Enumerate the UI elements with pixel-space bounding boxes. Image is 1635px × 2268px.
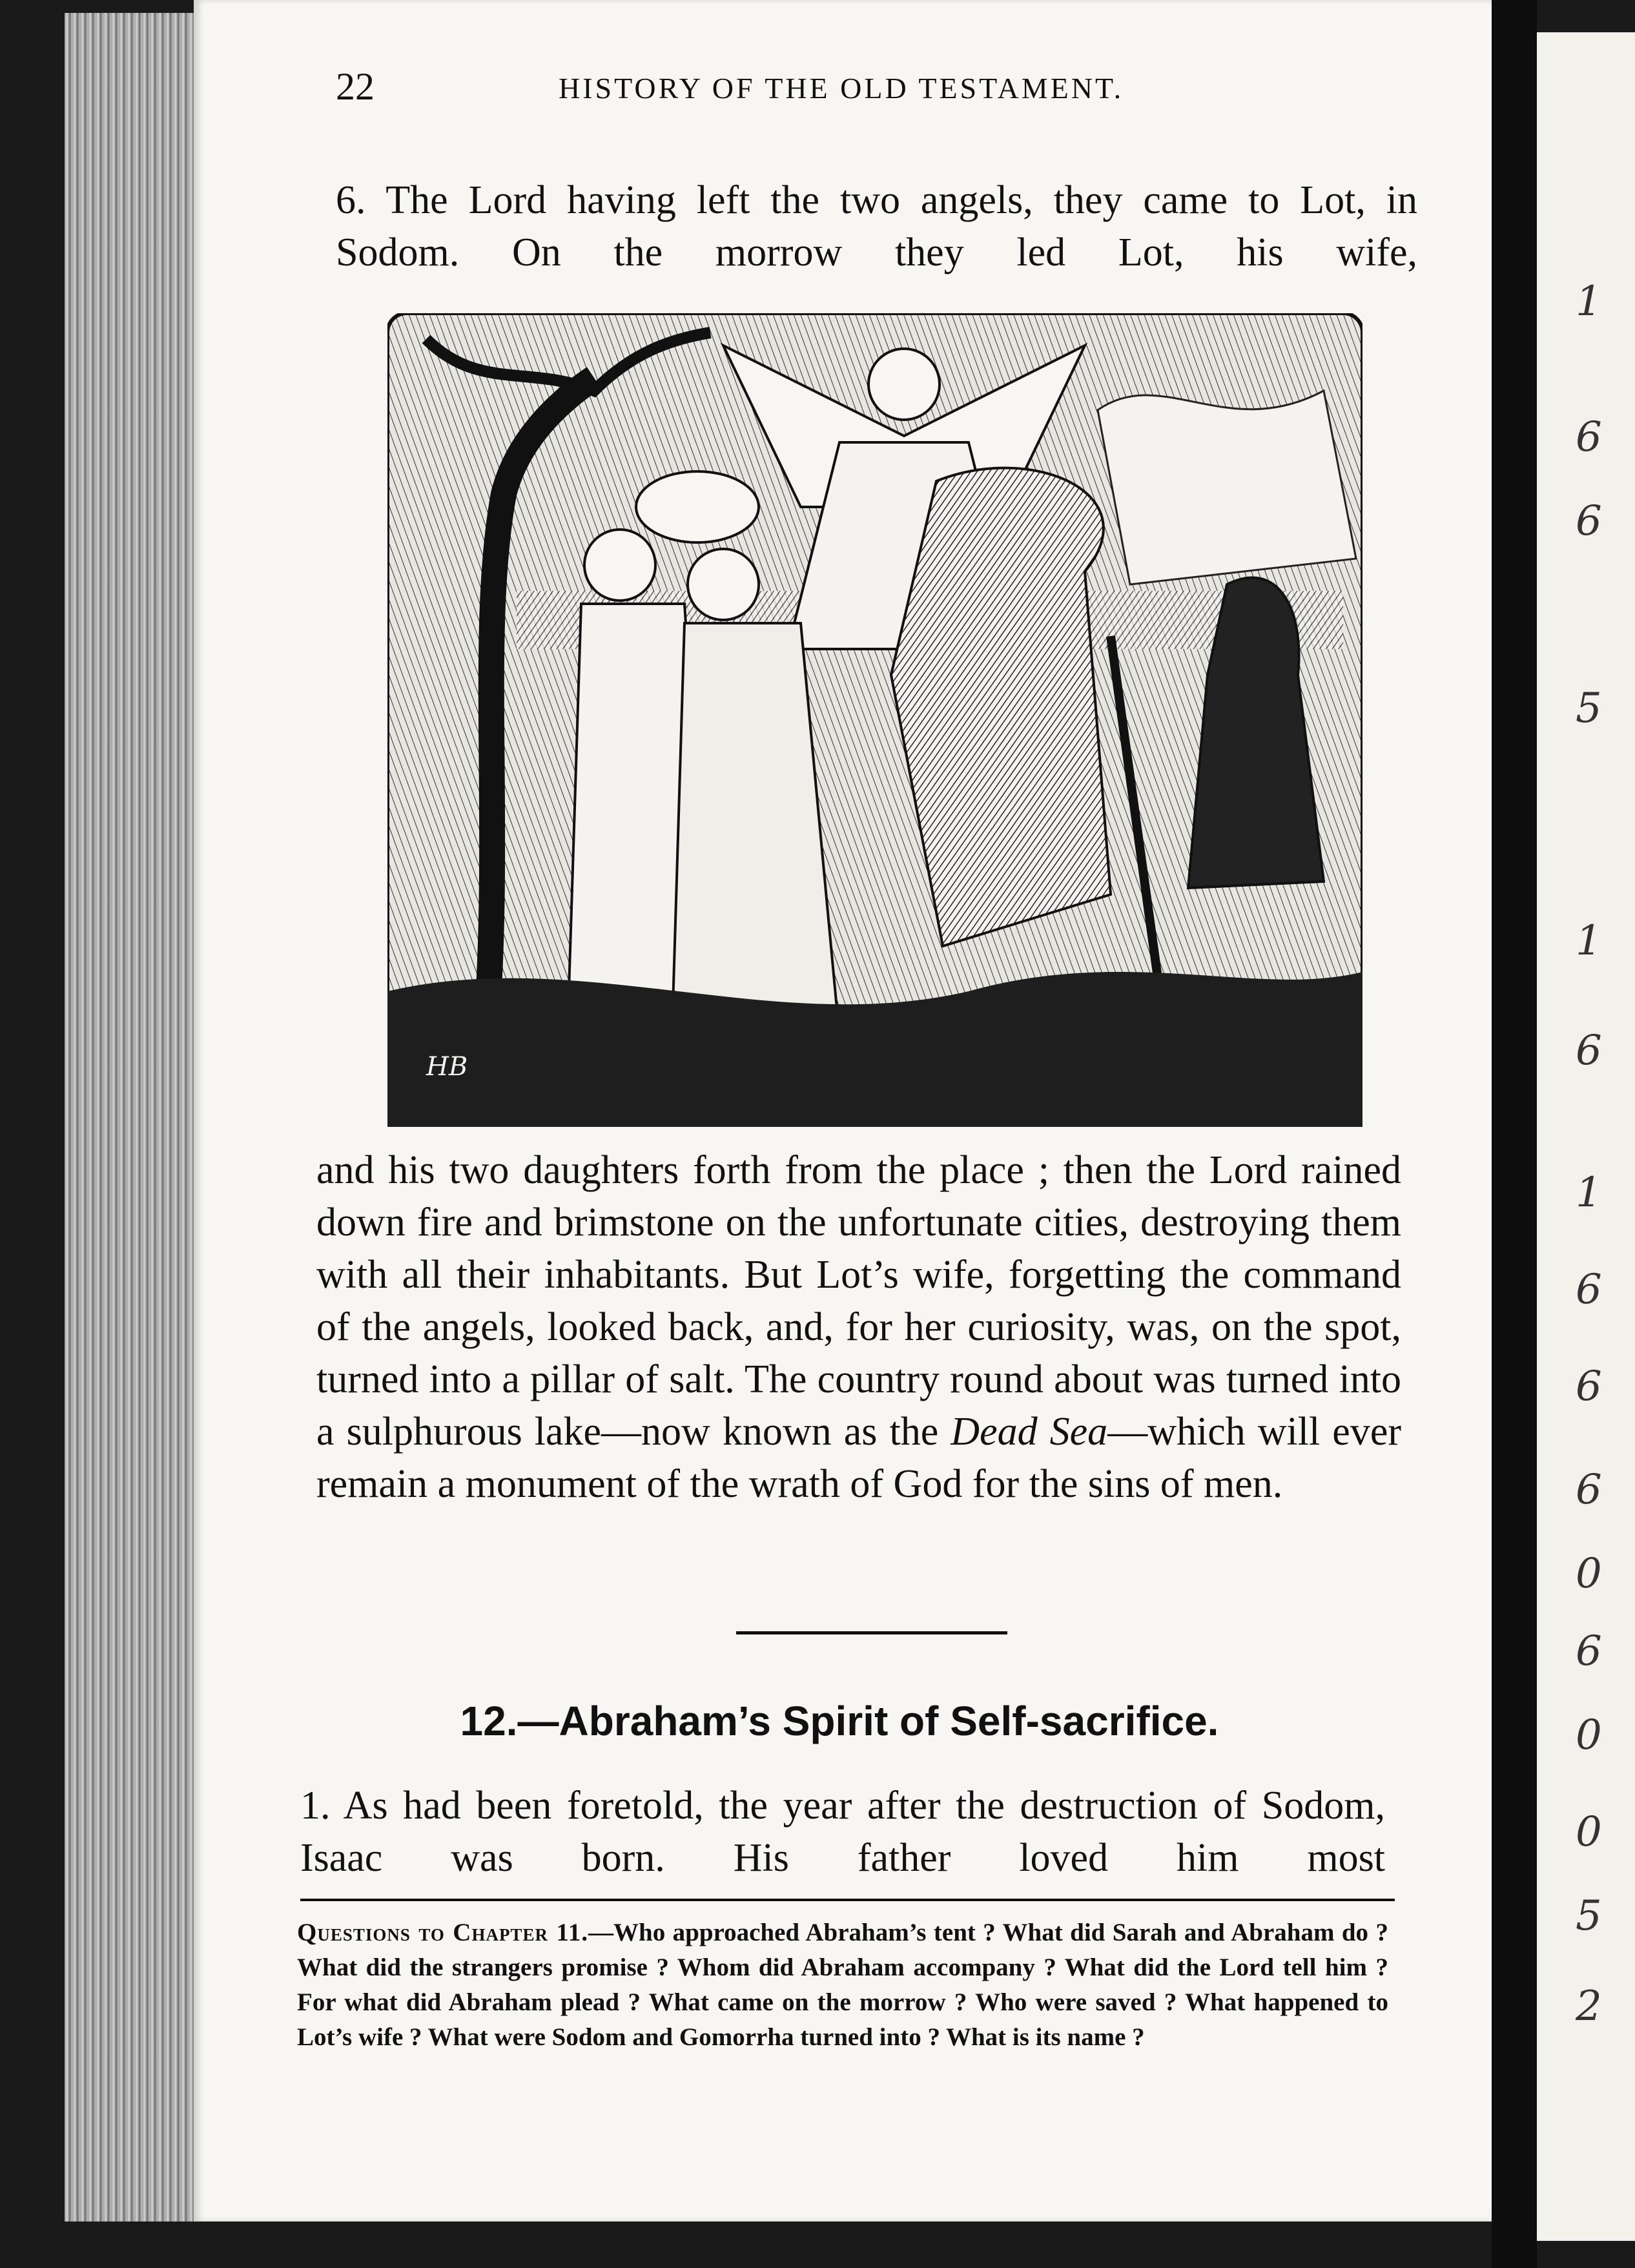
engraver-signature: HB	[426, 1052, 468, 1082]
questions-body: —Who approached Abraham’s tent ? What did Sarah and Abraham do ? What did the strangers promise ? Whom did Abraham accompany ? What did the Lord tell him ? For what did Abraham plead ? What came on the morrow ? Who were saved ? What happened to Lot’s wife ? What were Sodom and Gomorrha turned into ? What is its name ?	[297, 1919, 1388, 2051]
margin-note: 0	[1576, 1550, 1602, 1598]
margin-note: 1	[1576, 917, 1602, 965]
margin-note: 5	[1576, 685, 1602, 732]
margin-note: 6	[1576, 1363, 1602, 1410]
paragraph-text: and his two daughters forth from the place ; then the Lord rained down fire and brimstone on the unfortunate cities, destroying them with all their inhabitants. But Lot’s wife, forgetting the command of the angels, looked back, and, for her curiosity, was, on the spot, turned into a pillar of salt. The country round about was turned into a sulphurous lake—now known as the	[316, 1148, 1401, 1454]
paragraph-6-start: 6. The Lord having left the two angels, they came to Lot, in Sodom. On the morrow they led Lot, his wife,	[336, 178, 1417, 274]
margin-note: 0	[1576, 1711, 1602, 1759]
running-title: HISTORY OF THE OLD TESTAMENT.	[559, 72, 1124, 105]
lot-fleeing-sodom-engraving	[387, 313, 1362, 1127]
page-number: 22	[336, 65, 375, 108]
section-divider	[736, 1631, 1007, 1634]
margin-note: 6	[1576, 1466, 1602, 1514]
margin-note: 0	[1576, 1808, 1602, 1856]
section-heading: 12.—Abraham’s Spirit of Self-sacrifice.	[460, 1698, 1219, 1744]
margin-note: 6	[1576, 1027, 1602, 1075]
dead-sea-term: Dead Sea	[951, 1410, 1108, 1454]
margin-note: 5	[1576, 1892, 1602, 1940]
book-page-edges	[65, 13, 198, 2222]
questions-label: Questions to Chapter 11.	[297, 1919, 588, 1946]
margin-note: 1	[1576, 1169, 1602, 1217]
margin-note: 2	[1576, 1983, 1602, 2030]
paragraph-text: —which will ever remain a monument of the wrath of God for the sins of men.	[316, 1410, 1401, 1506]
margin-note: 1	[1576, 278, 1602, 325]
margin-note: 6	[1576, 1627, 1602, 1675]
paragraph-6-continued	[316, 1144, 1401, 1510]
footnote-divider	[300, 1899, 1395, 1901]
chapter-questions	[297, 1915, 1388, 2055]
running-head	[336, 65, 1635, 116]
margin-note: 6	[1576, 413, 1602, 461]
paragraph-1: 1. As had been foretold, the year after the destruction of Sodom, Isaac was born. His father loved him most	[300, 1784, 1385, 1880]
book-gutter	[1492, 0, 1537, 2268]
margin-note: 6	[1576, 1266, 1602, 1314]
margin-note: 6	[1576, 497, 1602, 545]
